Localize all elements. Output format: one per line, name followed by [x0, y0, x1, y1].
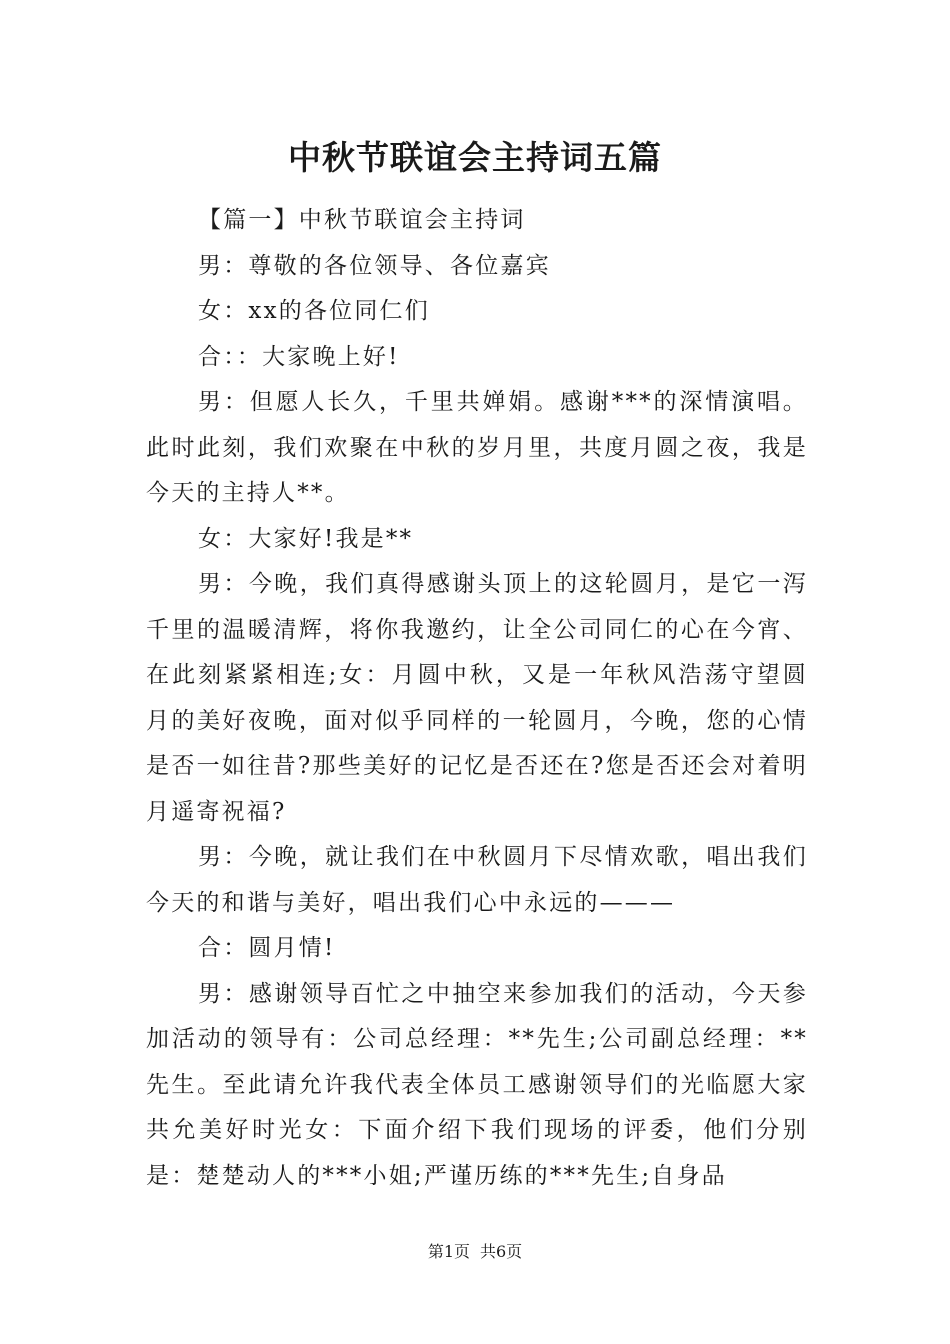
paragraph: 合：圆月情! — [198, 935, 336, 961]
paragraph-section-heading: 【篇一】中秋节联谊会主持词 — [198, 207, 526, 233]
paragraph: 女：大家好!我是** — [198, 525, 414, 552]
paragraph: 男：今晚，我们真得感谢头顶上的这轮圆月，是它一泻千里的温暖清辉，将你我邀约，让全公司同仁的心在今宵、在此刻紧紧相连;女：月圆中秋，又是一年秋风浩荡守望圆月的美好夜晚，面对似乎同样的一轮圆月，今晚，您的心情是否一如往昔?那些美好的记忆是否还在?您是否还会对着明月遥寄祝福? — [146, 571, 808, 825]
paragraph: 男：今晚，就让我们在中秋圆月下尽情欢歌，唱出我们今天的和谐与美好，唱出我们心中永远的——— — [146, 844, 808, 916]
document-body — [146, 198, 808, 1199]
paragraph: 女：xx的各位同仁们 — [198, 298, 430, 324]
page-total: 共6页 — [480, 1242, 523, 1261]
paragraph: 男：感谢领导百忙之中抽空来参加我们的活动，今天参加活动的领导有：公司总经理：**先生;公司副总经理：**先生。至此请允许我代表全体员工感谢领导们的光临愿大家共允美好时光女：下面介绍下我们现场的评委，他们分别是：楚楚动人的***小姐;严谨历练的***先生;自身品 — [146, 980, 808, 1189]
page-footer — [0, 1240, 950, 1264]
document-title: 中秋节联谊会主持词五篇 — [288, 138, 662, 177]
paragraph: 男：但愿人长久，千里共婵娟。感谢***的深情演唱。此时此刻，我们欢聚在中秋的岁月里，共度月圆之夜，我是今天的主持人**。 — [146, 389, 808, 506]
paragraph: 男：尊敬的各位领导、各位嘉宾 — [198, 252, 551, 279]
page-number: 第1页 — [427, 1242, 470, 1261]
paragraph: 合：：大家晚上好! — [198, 343, 400, 370]
